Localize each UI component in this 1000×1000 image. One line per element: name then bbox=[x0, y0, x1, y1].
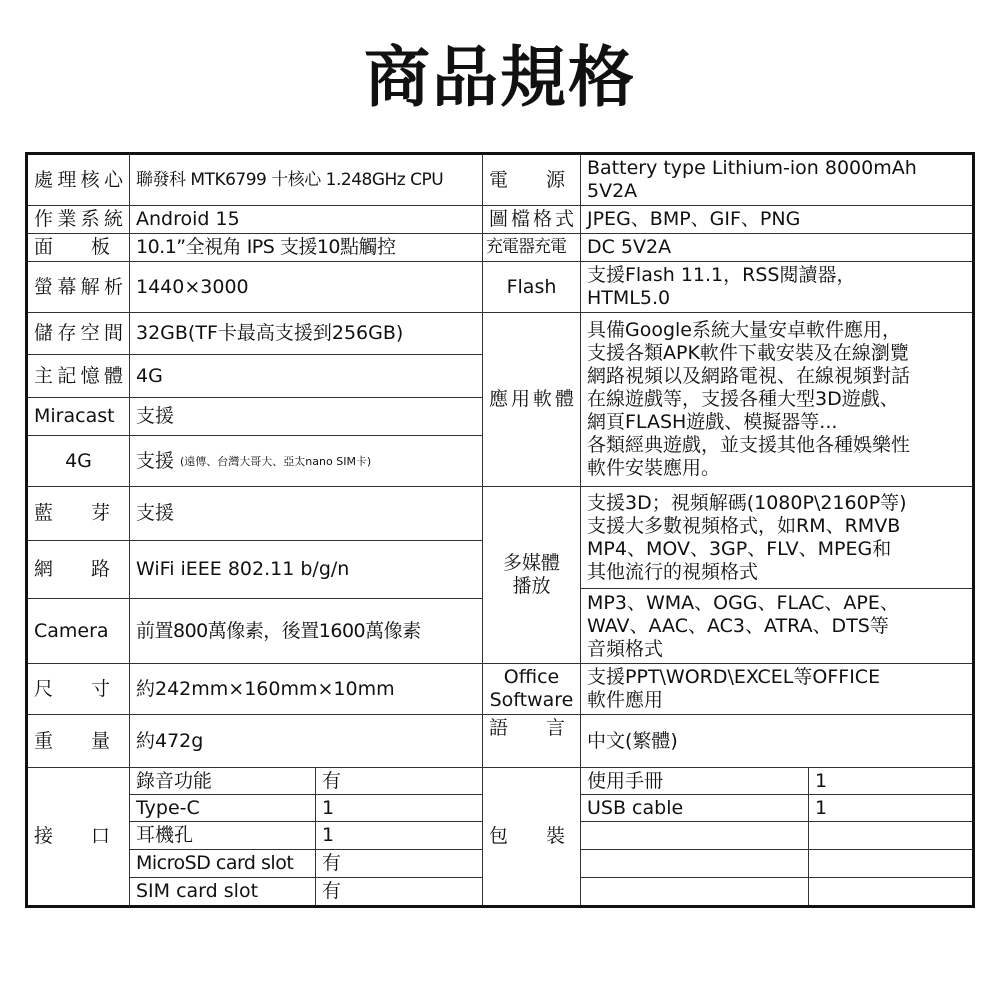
port-value: 有 bbox=[316, 878, 483, 905]
storage-value: 32GB(TF卡最高支援到256GB) bbox=[130, 313, 483, 355]
panel-value: 10.1”全視角 IPS 支援10點觸控 bbox=[130, 234, 483, 262]
bluetooth-label: 藍 芽 bbox=[28, 487, 130, 541]
office-line: 支援PPT\WORD\EXCEL等OFFICE bbox=[587, 666, 881, 688]
package-item: USB cable bbox=[581, 795, 809, 822]
cpu-value: 聯發科 MTK6799 十核心 1.248GHz CPU bbox=[130, 155, 483, 206]
multimedia-label bbox=[483, 487, 581, 664]
language-label: 語 言 bbox=[483, 715, 581, 768]
lte-label: 4G bbox=[28, 436, 130, 487]
audio-line: 音頻格式 bbox=[587, 637, 664, 660]
flash-line: HTML5.0 bbox=[587, 287, 671, 309]
office-line: 軟件應用 bbox=[587, 689, 664, 711]
bluetooth-value: 支援 bbox=[130, 487, 483, 541]
package-label: 包 裝 bbox=[483, 768, 581, 905]
multimedia-label-line: 播放 bbox=[512, 575, 551, 597]
video-line: MP4、MOV、3GP、FLV、MPEG和 bbox=[587, 537, 892, 560]
image-format-value: JPEG、BMP、GIF、PNG bbox=[581, 206, 972, 234]
weight-label: 重 量 bbox=[28, 715, 130, 768]
apps-line: 各類經典遊戲，並支援其他各種娛樂性 bbox=[587, 434, 911, 456]
camera-value: 前置800萬像素，後置1600萬像素 bbox=[130, 599, 483, 664]
video-line: 其他流行的視頻格式 bbox=[587, 560, 759, 583]
office-value bbox=[581, 664, 972, 715]
port-name: Type-C bbox=[130, 795, 316, 822]
ports-label: 接 口 bbox=[28, 768, 130, 905]
resolution-value: 1440×3000 bbox=[130, 262, 483, 313]
image-format-label: 圖檔格式 bbox=[483, 206, 581, 234]
package-item bbox=[581, 850, 809, 878]
flash-line: 支援Flash 11.1，RSS閱讀器， bbox=[587, 264, 856, 286]
size-value: 約242mm×160mm×10mm bbox=[130, 664, 483, 715]
package-qty bbox=[809, 850, 972, 878]
charger-value: DC 5V2A bbox=[581, 234, 972, 262]
apps-line: 在線遊戲等，支援各種大型3D遊戲、 bbox=[587, 388, 899, 410]
office-label-line: Office bbox=[503, 666, 560, 688]
multimedia-label-line: 多媒體 bbox=[502, 552, 560, 574]
network-value: WiFi iEEE 802.11 b/g/n bbox=[130, 541, 483, 599]
package-qty bbox=[809, 878, 972, 905]
apps-line: 支援各類APK軟件下載安裝及在線瀏覽 bbox=[587, 342, 909, 364]
spec-table bbox=[25, 152, 975, 908]
charger-label: 充電器充電 bbox=[483, 234, 581, 262]
video-formats bbox=[581, 487, 972, 589]
audio-line: MP3、WMA、OGG、FLAC、APE、 bbox=[587, 591, 899, 614]
power-line: 5V2A bbox=[587, 180, 638, 202]
apps-value bbox=[581, 313, 972, 487]
panel-label: 面 板 bbox=[28, 234, 130, 262]
lte-support: 支援 bbox=[136, 449, 175, 472]
port-value: 1 bbox=[316, 822, 483, 850]
package-item bbox=[581, 878, 809, 905]
page-title: 商品規格 bbox=[364, 39, 636, 116]
language-value: 中文(繁體) bbox=[581, 715, 972, 768]
size-label: 尺 寸 bbox=[28, 664, 130, 715]
ram-label: 主記憶體 bbox=[28, 355, 130, 398]
power-line: Battery type Lithium-ion 8000mAh bbox=[587, 157, 917, 179]
office-label bbox=[483, 664, 581, 715]
video-line: 支援3D；視頻解碼(1080P\2160P等) bbox=[587, 491, 907, 514]
package-qty bbox=[809, 822, 972, 850]
weight-value: 約472g bbox=[130, 715, 483, 768]
resolution-label: 螢幕解析 bbox=[28, 262, 130, 313]
apps-line: 軟件安裝應用。 bbox=[587, 457, 721, 479]
flash-label: Flash bbox=[483, 262, 581, 313]
port-name: 錄音功能 bbox=[130, 768, 316, 795]
apps-line: 網頁FLASH遊戲、模擬器等... bbox=[587, 411, 838, 433]
port-name: SIM card slot bbox=[130, 878, 316, 905]
cpu-label: 處理核心 bbox=[28, 155, 130, 206]
camera-label: Camera bbox=[28, 599, 130, 664]
port-value: 1 bbox=[316, 795, 483, 822]
package-item bbox=[581, 822, 809, 850]
audio-line: WAV、AAC、AC3、ATRA、DTS等 bbox=[587, 614, 889, 637]
miracast-label: Miracast bbox=[28, 398, 130, 436]
storage-label: 儲存空間 bbox=[28, 313, 130, 355]
video-line: 支援大多數視頻格式，如RM、RMVB bbox=[587, 514, 901, 537]
package-qty: 1 bbox=[809, 768, 972, 795]
os-value: Android 15 bbox=[130, 206, 483, 234]
miracast-value: 支援 bbox=[130, 398, 483, 436]
lte-value bbox=[130, 436, 483, 487]
network-label: 網 路 bbox=[28, 541, 130, 599]
power-value bbox=[581, 155, 972, 206]
lte-note: (遠傳、台灣大哥大、亞太nano SIM卡) bbox=[180, 454, 372, 468]
package-item: 使用手冊 bbox=[581, 768, 809, 795]
port-value: 有 bbox=[316, 768, 483, 795]
office-label-line: Software bbox=[489, 689, 574, 711]
port-name: 耳機孔 bbox=[130, 822, 316, 850]
os-label: 作業系統 bbox=[28, 206, 130, 234]
apps-line: 網路視頻以及網路電視、在線視頻對話 bbox=[587, 365, 911, 387]
apps-line: 具備Google系統大量安卓軟件應用， bbox=[587, 319, 902, 341]
power-label: 電 源 bbox=[483, 155, 581, 206]
package-qty: 1 bbox=[809, 795, 972, 822]
apps-label: 應用軟體 bbox=[483, 313, 581, 487]
port-value: 有 bbox=[316, 850, 483, 878]
port-name: MicroSD card slot bbox=[130, 850, 316, 878]
flash-value bbox=[581, 262, 972, 313]
ram-value: 4G bbox=[130, 355, 483, 398]
audio-formats bbox=[581, 589, 972, 664]
